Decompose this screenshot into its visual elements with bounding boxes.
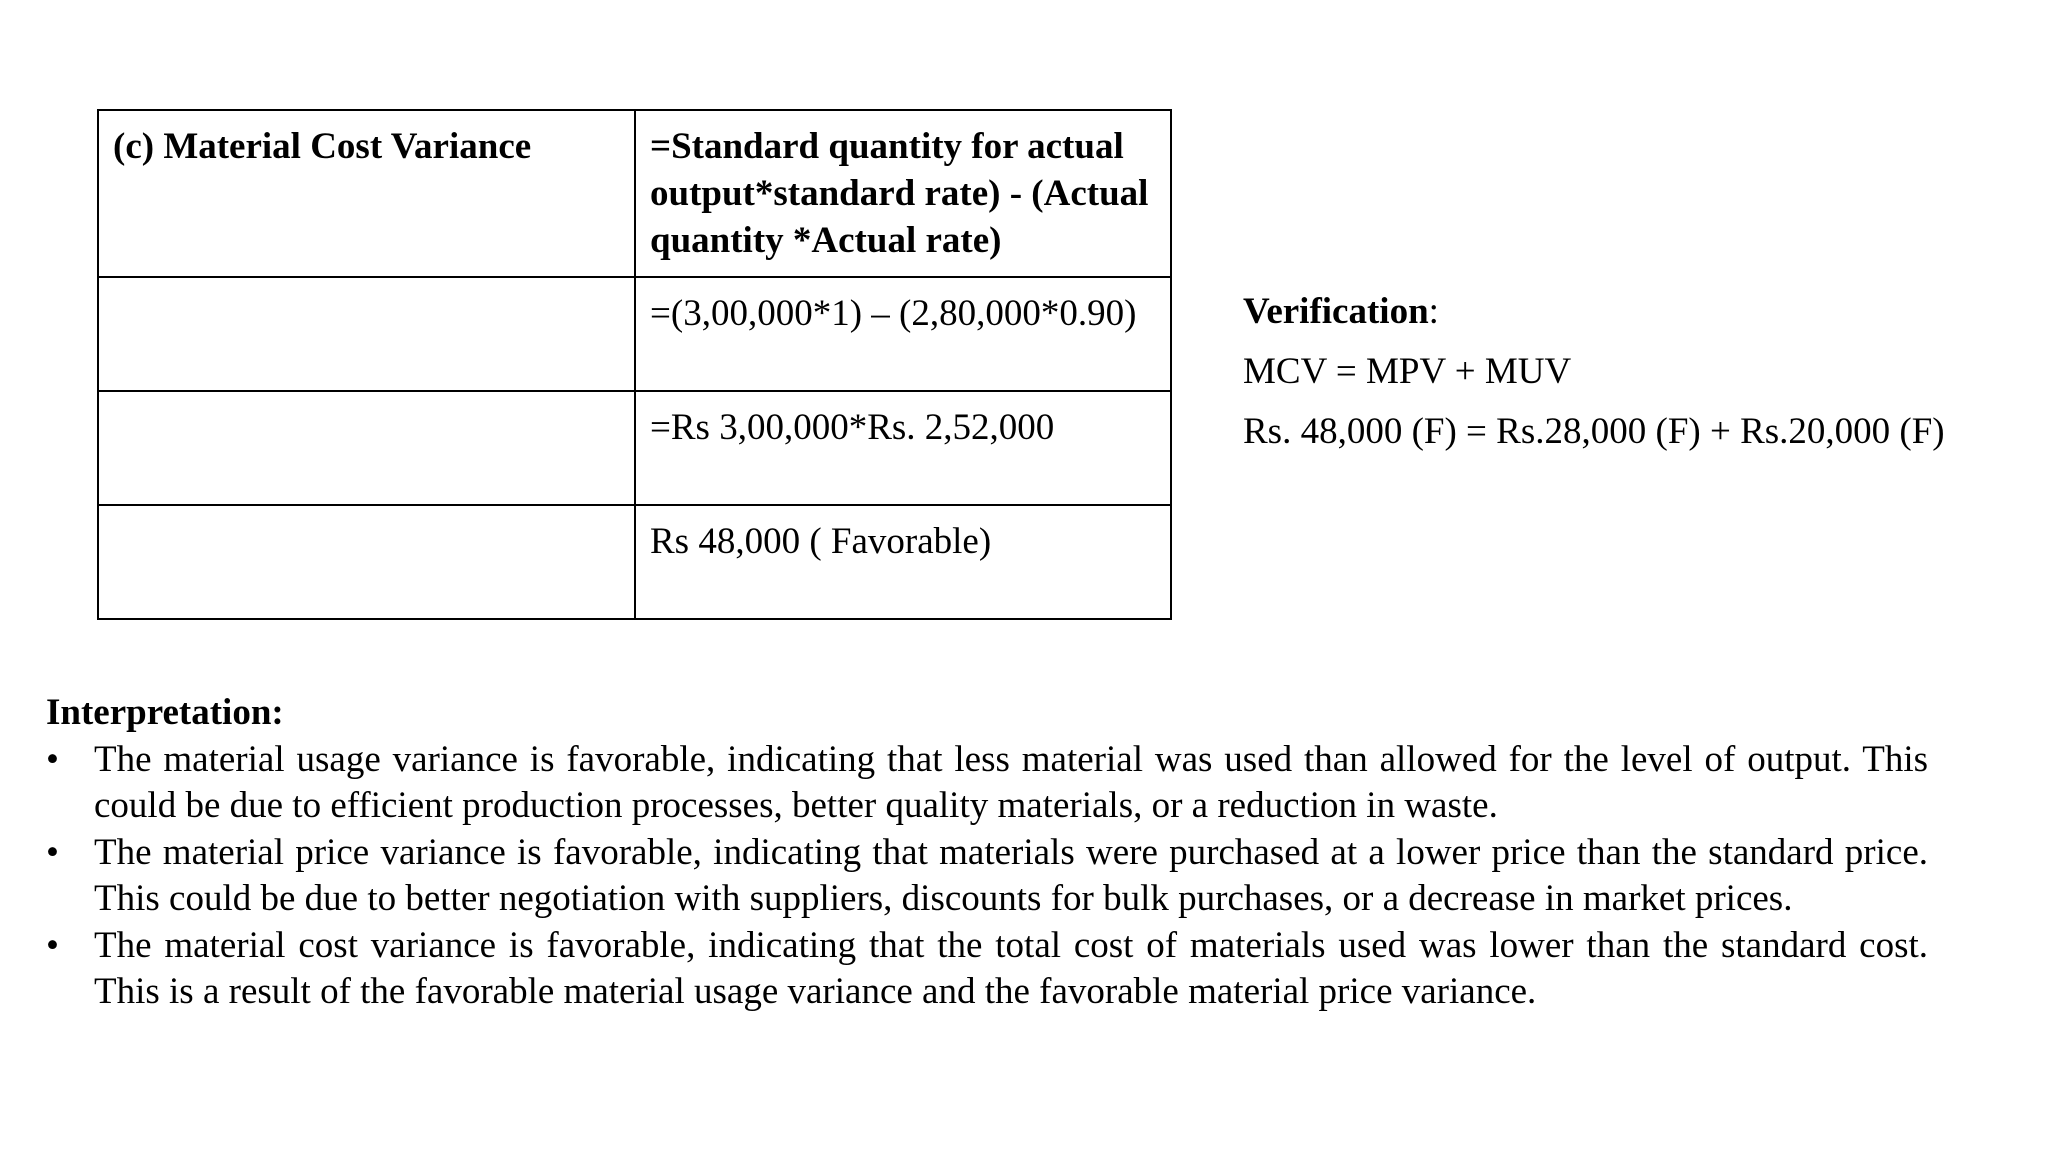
bullet-icon: • — [46, 924, 59, 966]
bullet-icon: • — [46, 831, 59, 873]
interpretation-section — [46, 690, 1928, 1016]
table-row — [98, 391, 1171, 505]
variance-label-cell: (c) Material Cost Variance — [98, 110, 635, 277]
verification-colon: : — [1428, 291, 1439, 332]
interpretation-point: The material price variance is favorable, indicating that materials were purchased at a lower price than the standard price. This could be due to better negotiation with suppliers, discounts for bulk purchases, or a decrease in market prices. — [94, 831, 1928, 919]
bullet-icon: • — [46, 738, 59, 780]
verification-formula: MCV = MPV + MUV — [1243, 351, 1572, 392]
interpretation-point: The material usage variance is favorable, indicating that less material was used than allowed for the level of output. This could be due to efficient production processes, better quality materials, or a reduction in waste. — [94, 738, 1928, 826]
verification-title: Verification — [1243, 291, 1429, 332]
list-item — [46, 737, 1928, 830]
interpretation-list — [46, 737, 1928, 1016]
interpretation-point: The material cost variance is favorable, indicating that the total cost of materials used was lower than the standard cost. This is a result of the favorable material usage variance and the favorable material price variance. — [94, 924, 1928, 1012]
list-item — [46, 923, 1928, 1016]
material-cost-variance-table — [97, 109, 1172, 620]
empty-label-cell — [98, 391, 635, 505]
empty-label-cell — [98, 277, 635, 391]
table-row — [98, 277, 1171, 391]
empty-label-cell — [98, 505, 635, 619]
verification-heading — [1243, 282, 1945, 342]
verification-result: Rs. 48,000 (F) = Rs.28,000 (F) + Rs.20,000 (F) — [1243, 411, 1945, 452]
table-row — [98, 110, 1171, 277]
formula-cell: =Standard quantity for actual output*standard rate) - (Actual quantity *Actual rate) — [635, 110, 1171, 277]
substitution-cell: =(3,00,000*1) – (2,80,000*0.90) — [635, 277, 1171, 391]
result-cell: Rs 48,000 ( Favorable) — [635, 505, 1171, 619]
computation-cell: =Rs 3,00,000*Rs. 2,52,000 — [635, 391, 1171, 505]
interpretation-title: Interpretation: — [46, 692, 284, 733]
list-item — [46, 830, 1928, 923]
verification-block — [1243, 282, 1945, 462]
table-row — [98, 505, 1171, 619]
